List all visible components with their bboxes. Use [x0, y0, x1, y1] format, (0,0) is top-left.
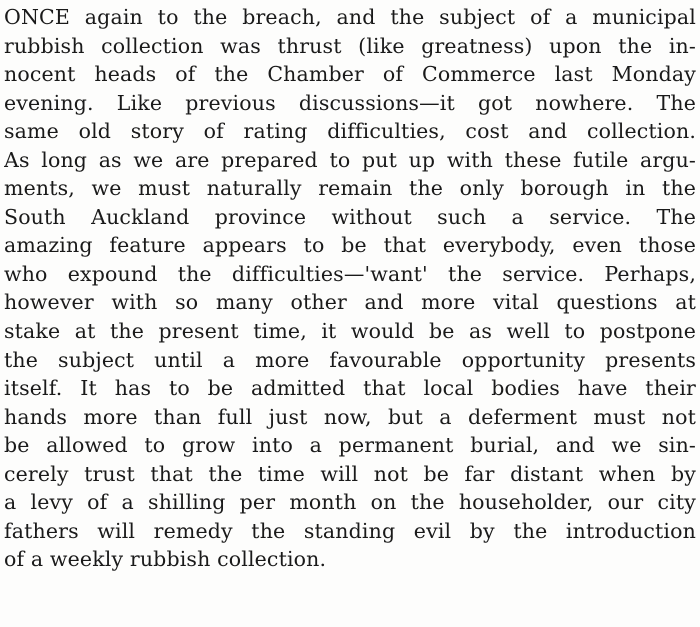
article-line: hands more than full just now, but a deferment must not — [4, 404, 696, 429]
article-line: evening. Like previous discussions—it got nowhere. The — [4, 90, 696, 115]
article-line: a levy of a shilling per month on the householder, our city — [4, 490, 696, 515]
article-line: cerely trust that the time will not be far distant when by — [4, 461, 696, 486]
article-line: ONCE again to the breach, and the subject of a municipal — [4, 5, 696, 29]
article-line: fathers will remedy the standing evil by the introduction — [4, 518, 696, 543]
article-line: however with so many other and more vital questions at — [4, 290, 696, 315]
article-line: itself. It has to be admitted that local bodies have their — [4, 376, 696, 401]
article-line: amazing feature appears to be that everybody, even those — [4, 233, 696, 258]
article-line: of a weekly rubbish collection. — [4, 547, 327, 572]
article-line: South Auckland province without such a service. The — [4, 204, 696, 229]
article-line: be allowed to grow into a permanent burial, and we sin- — [4, 433, 696, 458]
article-line: same old story of rating difficulties, cost and collection. — [4, 119, 696, 144]
article-line: As long as we are prepared to put up with these futile argu- — [4, 147, 696, 172]
editorial-article — [4, 3, 696, 574]
article-line: rubbish collection was thrust (like greatness) upon the in- — [4, 33, 696, 58]
article-line: nocent heads of the Chamber of Commerce last Monday — [4, 62, 696, 87]
article-line: ments, we must naturally remain the only borough in the — [4, 176, 696, 201]
article-line: who expound the difficulties—'want' the service. Perhaps, — [4, 261, 696, 286]
article-line: the subject until a more favourable opportunity presents — [4, 347, 696, 372]
article-line: stake at the present time, it would be as well to postpone — [4, 319, 696, 344]
